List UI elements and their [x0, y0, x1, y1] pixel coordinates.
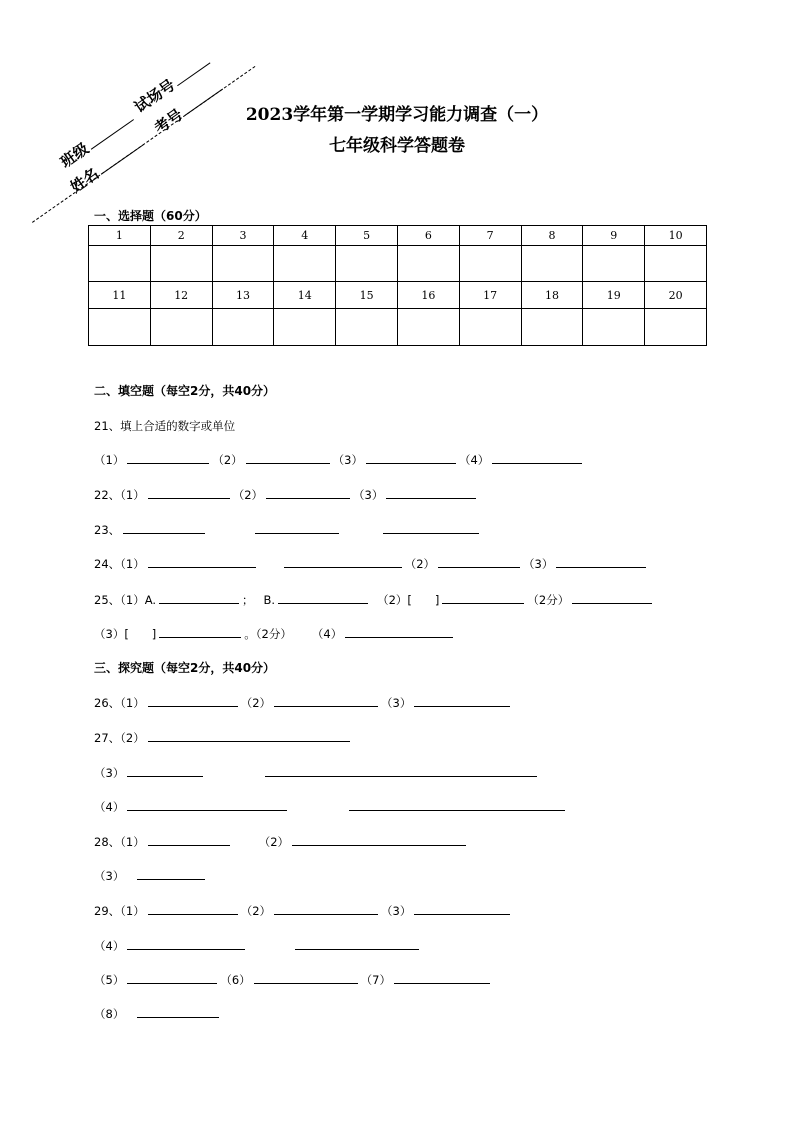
grid-number-row-2 — [89, 282, 707, 309]
answer-blank[interactable] — [127, 452, 209, 464]
answer-cell[interactable] — [459, 309, 521, 346]
answer-blank[interactable] — [127, 972, 217, 984]
answer-cell[interactable] — [459, 246, 521, 282]
q25-answers-row2 — [94, 626, 456, 642]
page-subtitle: 七年级科学答题卷 — [329, 136, 465, 156]
q29-answers-row4 — [94, 1006, 222, 1022]
answer-blank[interactable] — [148, 487, 230, 499]
answer-blank[interactable] — [383, 522, 479, 534]
section1-heading: 一、选择题（60分） — [94, 209, 207, 223]
part-label: （6） — [220, 973, 251, 987]
class-label: 班级 — [57, 139, 93, 172]
page-title: 2023学年第一学期学习能力调查（一） — [245, 105, 549, 125]
q21-title: 21、填上合适的数字或单位 — [94, 419, 236, 433]
answer-grid — [88, 225, 707, 346]
answer-cell[interactable] — [583, 309, 645, 346]
answer-cell[interactable] — [212, 246, 274, 282]
exam-id-label: 考号 — [151, 105, 187, 138]
grid-number: 12 — [150, 282, 212, 309]
answer-blank[interactable] — [148, 730, 350, 742]
answer-cell[interactable] — [583, 246, 645, 282]
answer-blank[interactable] — [274, 695, 378, 707]
separator: ； — [242, 593, 254, 607]
q27-answers-row1 — [94, 730, 353, 746]
answer-blank[interactable] — [278, 592, 368, 604]
grid-number: 20 — [645, 282, 707, 309]
q27-answers-row3 — [94, 799, 568, 815]
answer-blank[interactable] — [266, 487, 350, 499]
answer-blank[interactable] — [127, 765, 203, 777]
answer-cell[interactable] — [521, 309, 583, 346]
part-label: （1） — [120, 488, 145, 502]
grid-number: 14 — [274, 282, 336, 309]
q22-answers — [94, 487, 479, 503]
option-label: B. — [263, 593, 276, 607]
grid-number-row-1 — [89, 226, 707, 246]
grid-number: 5 — [336, 226, 398, 246]
part-label: （4） — [94, 800, 125, 814]
grid-number: 3 — [212, 226, 274, 246]
part-label: （1） — [120, 696, 145, 710]
answer-blank[interactable] — [159, 626, 241, 638]
q29-answers-row3 — [94, 972, 493, 988]
answer-blank[interactable] — [386, 487, 476, 499]
answer-blank[interactable] — [137, 1006, 219, 1018]
q29-answers-row2 — [94, 938, 422, 954]
grid-number: 4 — [274, 226, 336, 246]
section3-heading: 三、探究题（每空2分，共40分） — [94, 661, 276, 675]
answer-cell[interactable] — [645, 309, 707, 346]
q23-answers — [94, 522, 482, 538]
part-label: （2） — [240, 904, 272, 918]
q28-answers-row1 — [94, 834, 469, 850]
answer-cell[interactable] — [150, 246, 212, 282]
grid-number: 19 — [583, 282, 645, 309]
part-label: （3） — [381, 696, 412, 710]
part-label: （1） — [120, 835, 145, 849]
answer-blank[interactable] — [265, 765, 537, 777]
part-label: （3） — [94, 766, 125, 780]
q29-answers-row1 — [94, 903, 513, 919]
grid-number: 17 — [459, 282, 521, 309]
answer-cell[interactable] — [336, 246, 398, 282]
answer-blank[interactable] — [127, 799, 287, 811]
grid-answer-row-2 — [89, 309, 707, 346]
part-label: （1） — [120, 593, 145, 607]
part-label: （2） — [232, 488, 264, 502]
grid-number: 1 — [89, 226, 151, 246]
part-label: （7） — [360, 973, 391, 987]
points-note: 。（2分） — [244, 627, 292, 641]
part-label: （1） — [120, 904, 145, 918]
answer-blank[interactable] — [572, 592, 652, 604]
answer-cell[interactable] — [274, 309, 336, 346]
answer-blank[interactable] — [255, 522, 339, 534]
grid-number: 2 — [150, 226, 212, 246]
part-label: （4） — [311, 627, 343, 641]
answer-blank[interactable] — [556, 556, 646, 568]
answer-blank[interactable] — [366, 452, 456, 464]
answer-cell[interactable] — [397, 246, 459, 282]
answer-blank[interactable] — [284, 556, 402, 568]
answer-blank[interactable] — [274, 903, 378, 915]
part-label: （1） — [120, 557, 145, 571]
q25-answers-row1 — [94, 592, 655, 608]
answer-cell[interactable] — [212, 309, 274, 346]
answer-blank[interactable] — [414, 695, 510, 707]
part-label: （8） — [94, 1007, 125, 1021]
answer-blank[interactable] — [127, 938, 245, 950]
part-label: （5） — [94, 973, 125, 987]
room-number-label: 试场号 — [131, 75, 179, 117]
answer-blank[interactable] — [148, 903, 238, 915]
answer-blank[interactable] — [159, 592, 239, 604]
answer-blank[interactable] — [123, 522, 205, 534]
question-number: 29、 — [94, 904, 121, 918]
answer-blank[interactable] — [254, 972, 358, 984]
grid-number: 13 — [212, 282, 274, 309]
q26-answers — [94, 695, 513, 711]
grid-number: 11 — [89, 282, 151, 309]
answer-blank[interactable] — [394, 972, 490, 984]
part-label: （4） — [458, 453, 490, 467]
answer-cell[interactable] — [150, 309, 212, 346]
answer-blank[interactable] — [148, 556, 256, 568]
answer-cell[interactable] — [645, 246, 707, 282]
grid-number: 9 — [583, 226, 645, 246]
question-number: 25、 — [94, 593, 121, 607]
question-number: 28、 — [94, 835, 121, 849]
part-label: （3） — [94, 869, 125, 883]
points-note: （2分） — [527, 593, 570, 607]
question-number: 22、 — [94, 488, 121, 502]
part-label: （2） — [258, 835, 290, 849]
answer-blank[interactable] — [148, 834, 230, 846]
grid-number: 8 — [521, 226, 583, 246]
answer-blank[interactable] — [414, 903, 510, 915]
q21-answers — [94, 452, 585, 468]
answer-cell[interactable] — [521, 246, 583, 282]
grid-answer-row-1 — [89, 246, 707, 282]
part-label: （4） — [94, 939, 125, 953]
q24-answers — [94, 556, 649, 572]
question-number: 23、 — [94, 523, 121, 537]
answer-blank[interactable] — [345, 626, 453, 638]
answer-blank[interactable] — [246, 452, 330, 464]
grid-number: 6 — [397, 226, 459, 246]
part-label: （3） — [523, 557, 554, 571]
part-label: （3） — [381, 904, 412, 918]
grid-number: 15 — [336, 282, 398, 309]
question-number: 26、 — [94, 696, 121, 710]
section2-heading: 二、填空题（每空2分，共40分） — [94, 384, 276, 398]
answer-cell[interactable] — [336, 309, 398, 346]
part-label: （2） — [120, 731, 145, 745]
bracket-blank[interactable]: （3）[ ] — [94, 627, 157, 641]
answer-cell[interactable] — [397, 309, 459, 346]
answer-cell[interactable] — [89, 246, 151, 282]
part-label: （3） — [332, 453, 363, 467]
answer-cell[interactable] — [274, 246, 336, 282]
name-label: 姓名 — [67, 164, 103, 197]
answer-blank[interactable] — [148, 695, 238, 707]
question-number: 27、 — [94, 731, 121, 745]
answer-blank[interactable] — [137, 868, 205, 880]
grid-number: 7 — [459, 226, 521, 246]
part-label: （2） — [404, 557, 436, 571]
bracket-blank[interactable]: （2）[ ] — [377, 593, 440, 607]
part-label: （2） — [212, 453, 243, 467]
option-label: A. — [144, 593, 157, 607]
question-number: 24、 — [94, 557, 121, 571]
part-label: （3） — [353, 488, 384, 502]
grid-number: 10 — [645, 226, 707, 246]
answer-cell[interactable] — [89, 309, 151, 346]
q27-answers-row2 — [94, 765, 540, 781]
answer-blank[interactable] — [492, 452, 582, 464]
part-label: （2） — [240, 696, 272, 710]
answer-blank[interactable] — [349, 799, 565, 811]
answer-blank[interactable] — [295, 938, 419, 950]
part-label: （1） — [94, 453, 125, 467]
grid-number: 16 — [397, 282, 459, 309]
answer-blank[interactable] — [442, 592, 524, 604]
answer-blank[interactable] — [438, 556, 520, 568]
q28-answers-row2 — [94, 868, 208, 884]
grid-number: 18 — [521, 282, 583, 309]
answer-blank[interactable] — [292, 834, 466, 846]
